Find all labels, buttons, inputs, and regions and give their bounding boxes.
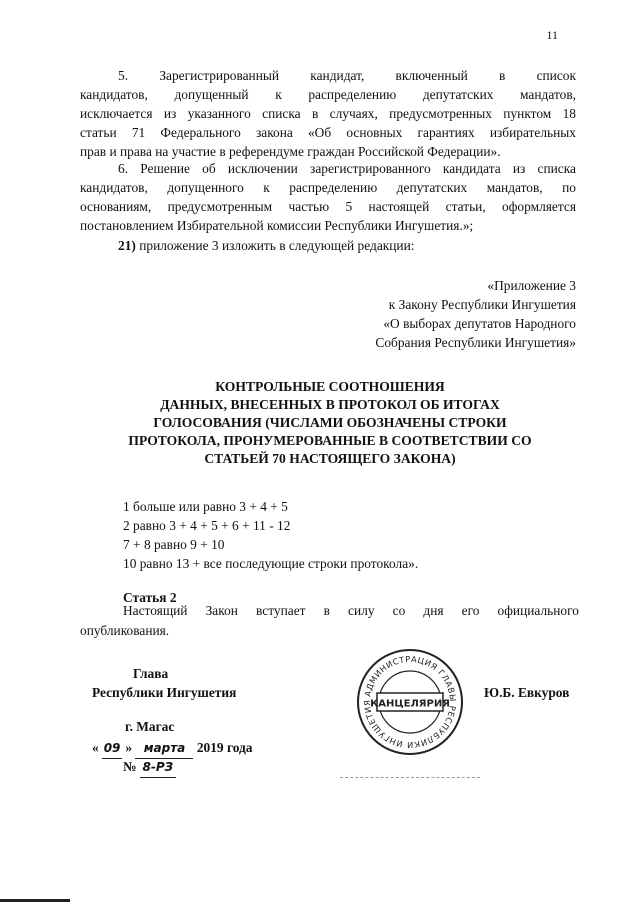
scan-dotted-line xyxy=(340,777,480,778)
law-number-value: 8-РЗ xyxy=(140,758,176,778)
scan-edge-mark xyxy=(0,899,70,902)
law-number-line xyxy=(123,757,176,778)
item21-text: приложение 3 изложить в следующей редакции: xyxy=(139,238,415,253)
article2-line2: опубликования. xyxy=(80,623,170,638)
official-stamp xyxy=(355,647,465,757)
appendix-line1: «Приложение 3 xyxy=(487,278,576,293)
title-line4: ПРОТОКОЛА, ПРОНУМЕРОВАННЫЕ В СООТВЕТСТВИИ СО xyxy=(128,433,532,448)
appendix-line2: к Закону Республики Ингушетия xyxy=(388,297,576,312)
item5-number: 5. xyxy=(118,68,129,83)
item6-line1: 6. Решение об исключении зарегистрированного кандидата из списка xyxy=(118,161,576,176)
item5-line5: прав и права на участие в референдуме граждан Российской Федерации». xyxy=(80,144,501,159)
title-line5: СТАТЬЕЙ 70 НАСТОЯЩЕГО ЗАКОНА) xyxy=(204,451,456,466)
item21-number: 21) xyxy=(118,238,136,253)
title-line2: ДАННЫХ, ВНЕСЕННЫХ В ПРОТОКОЛ ОБ ИТОГАХ xyxy=(160,397,500,412)
signature-title-line1: Глава xyxy=(133,666,169,681)
page-number: 11 xyxy=(546,28,558,42)
date-day: 09 xyxy=(102,739,122,759)
item6-line3: основаниям, предусмотренным частью 5 настоящей статьи, оформляется xyxy=(80,199,576,214)
stamp-seal-icon xyxy=(355,647,465,757)
item5-line1 xyxy=(118,66,576,85)
item5-first-line-text: Зарегистрированный кандидат, включенный в список xyxy=(159,68,576,83)
title-line1: КОНТРОЛЬНЫЕ СООТНОШЕНИЯ xyxy=(215,379,445,394)
item5-line2: кандидатов, допущенный к распределению депутатских мандатов, xyxy=(80,87,576,102)
city: г. Магас xyxy=(125,719,175,734)
item5-line3: исключается из указанного списка в случаях, предусмотренных пунктом 18 xyxy=(80,106,576,121)
item5-line4: статьи 71 Федерального закона «Об основных гарантиях избирательных xyxy=(80,125,576,140)
date-line xyxy=(92,738,253,759)
stamp-ring-text: АДМИНИСТРАЦИЯ ГЛАВЫ РЕСПУБЛИКИ ИНГУШЕТИЯ xyxy=(361,653,459,751)
appendix-line4: Собрания Республики Ингушетия» xyxy=(375,335,576,350)
stamp-center-text: КАНЦЕЛЯРИЯ xyxy=(370,698,450,710)
law-number-label: № xyxy=(123,759,137,774)
date-close-quote: » xyxy=(125,740,133,755)
title-line3: ГОЛОСОВАНИЯ (ЧИСЛАМИ ОБОЗНАЧЕНЫ СТРОКИ xyxy=(153,415,507,430)
item6-line2: кандидатов, допущенного к распределению депутатских мандатов, по xyxy=(80,180,576,195)
relation-4: 10 равно 13 + все последующие строки протокола». xyxy=(123,556,419,571)
date-open-quote: « xyxy=(92,740,99,755)
item6-line4: постановлением Избирательной комиссии Республики Ингушетия.»; xyxy=(80,218,474,233)
article2-line1: Настоящий Закон вступает в силу со дня его официального xyxy=(123,603,579,618)
relation-3: 7 + 8 равно 9 + 10 xyxy=(123,537,225,552)
appendix-line3: «О выборах депутатов Народного xyxy=(383,316,576,331)
relation-2: 2 равно 3 + 4 + 5 + 6 + 11 - 12 xyxy=(123,518,291,533)
article2-heading: Статья 2 xyxy=(123,590,177,605)
relation-1: 1 больше или равно 3 + 4 + 5 xyxy=(123,499,288,514)
item21-line xyxy=(118,236,414,255)
signature-title-line2: Республики Ингушетия xyxy=(92,685,237,700)
date-year: 2019 года xyxy=(196,740,253,755)
document-title xyxy=(80,378,580,468)
signatory-name: Ю.Б. Евкуров xyxy=(484,685,570,700)
date-month: марта xyxy=(135,739,193,759)
